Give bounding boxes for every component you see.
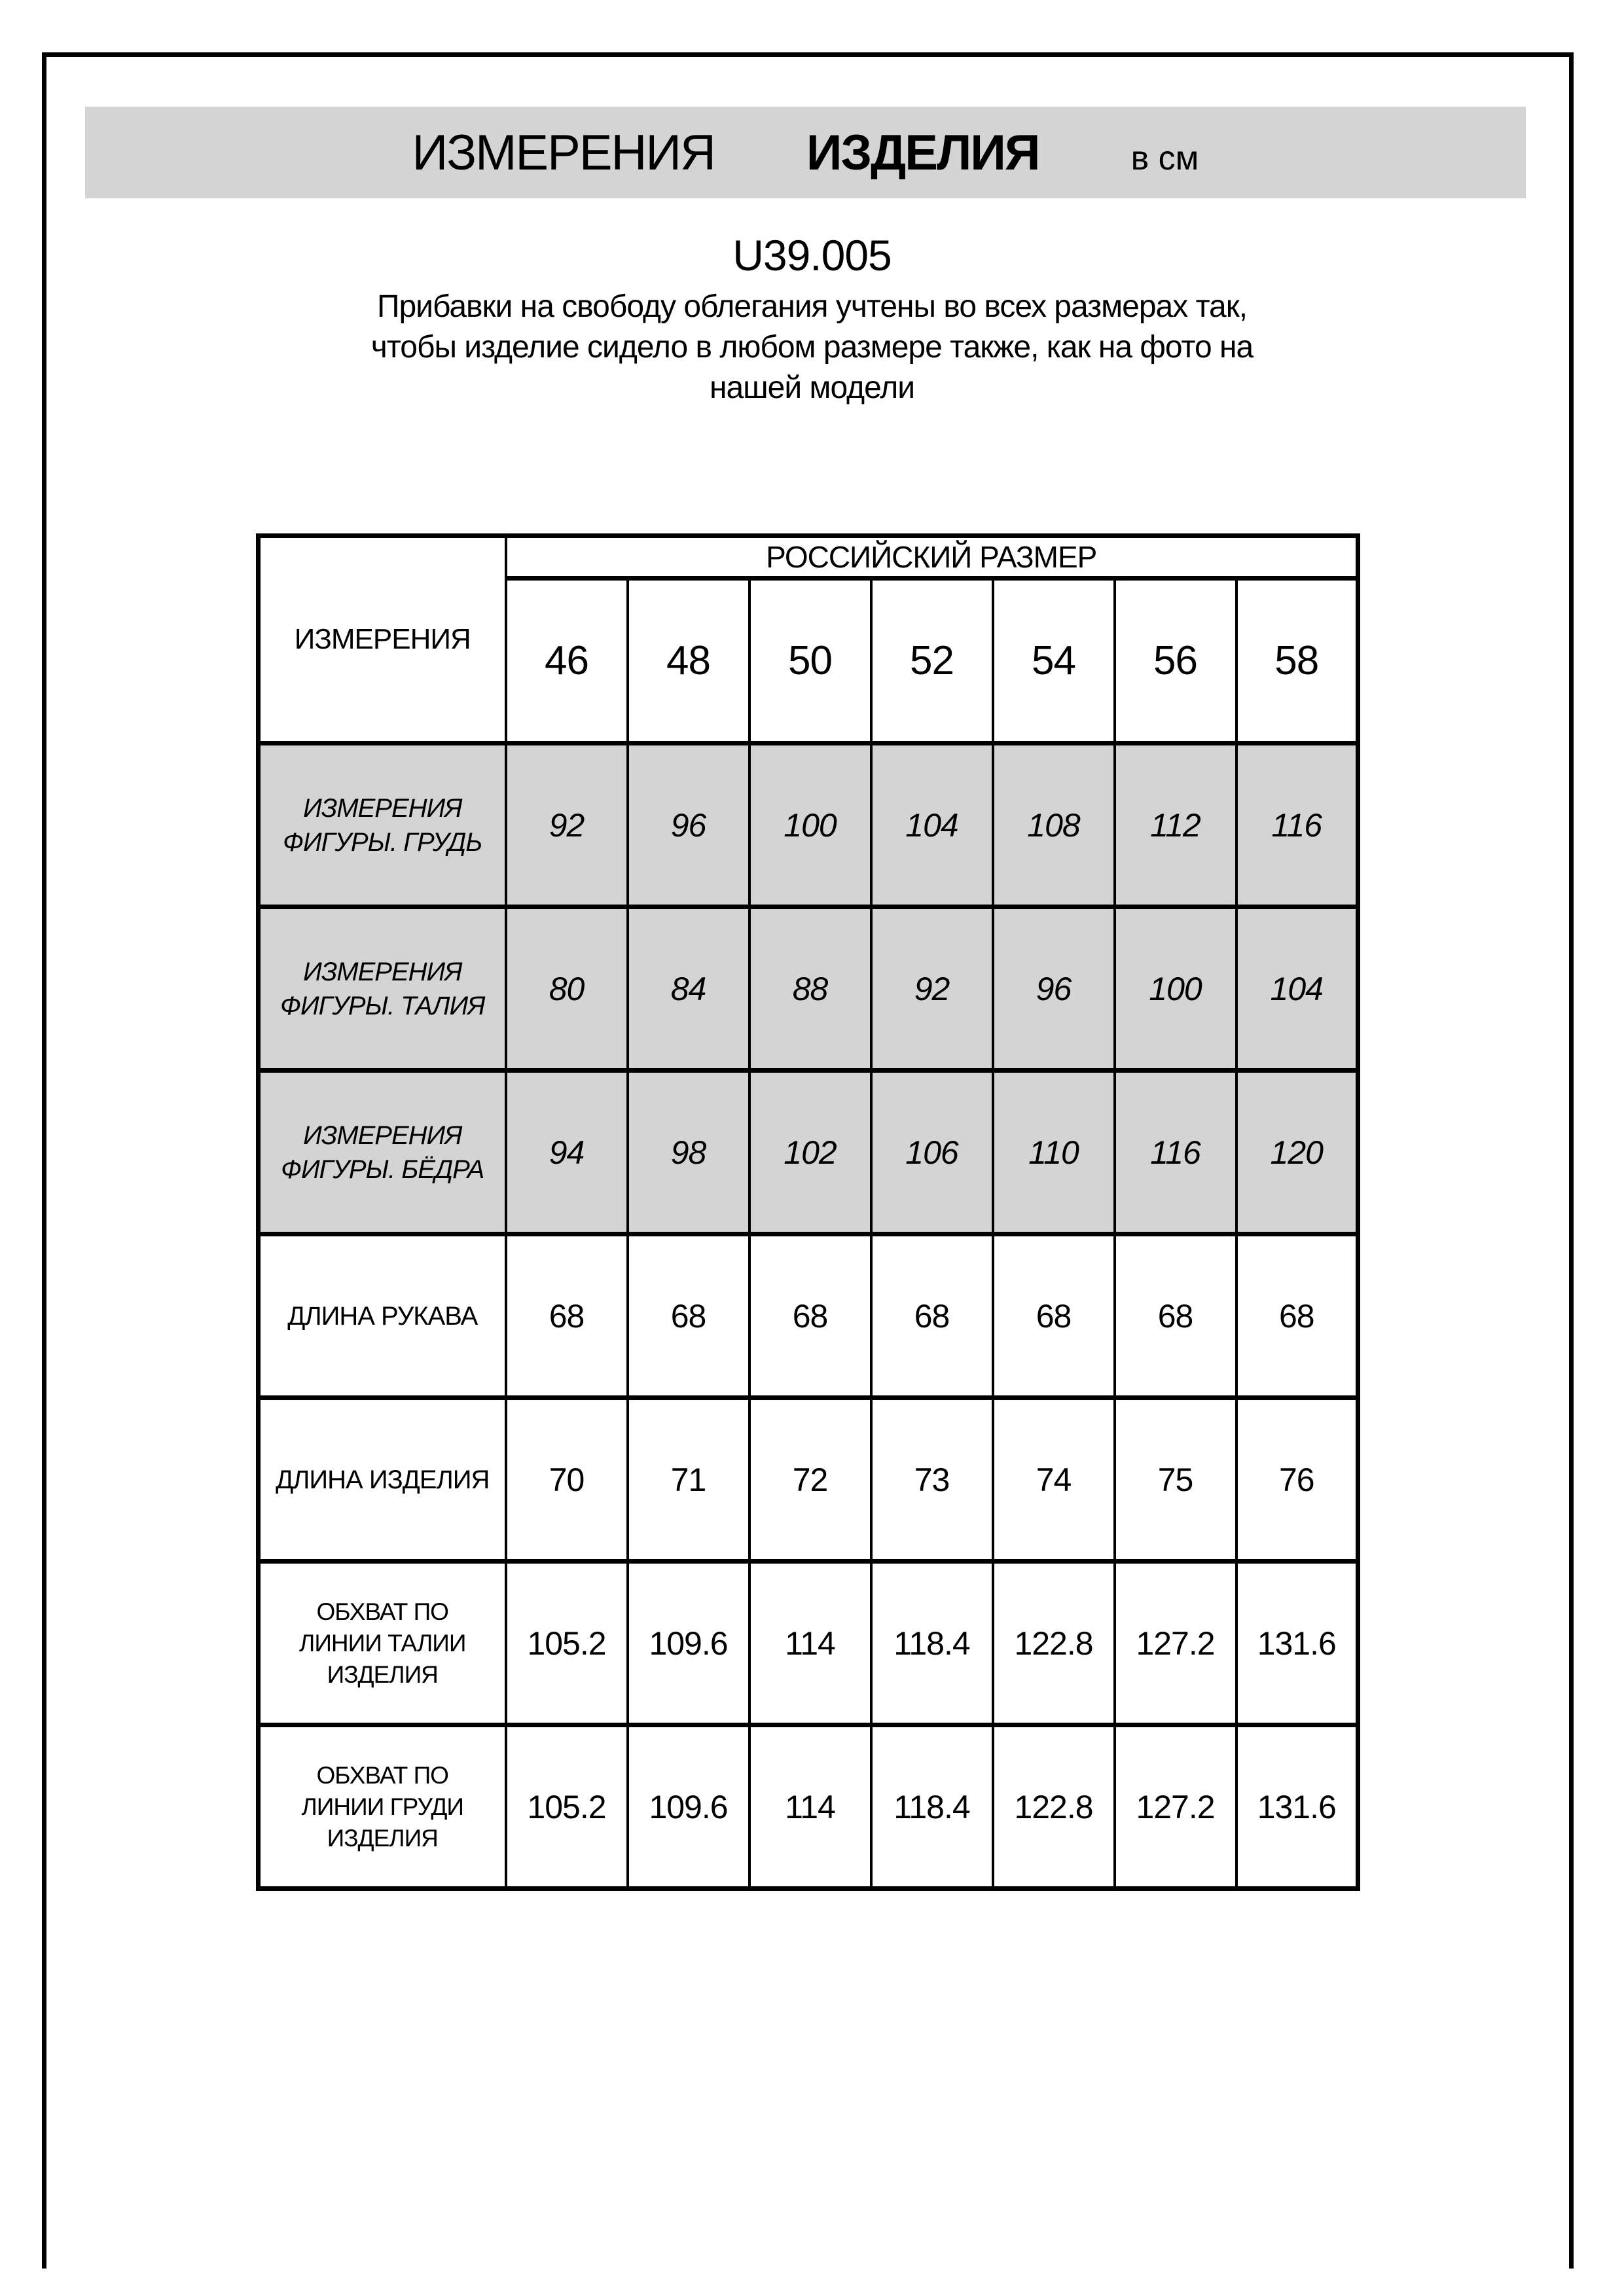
cell-value: 104 bbox=[1236, 907, 1358, 1071]
cell-value: 100 bbox=[749, 744, 871, 907]
cell-value: 131.6 bbox=[1236, 1562, 1358, 1725]
cell-value: 122.8 bbox=[993, 1725, 1115, 1889]
table-row-size-group bbox=[259, 536, 1358, 579]
row-label-line: ФИГУРЫ. БЁДРА bbox=[281, 1155, 484, 1184]
cell-value: 68 bbox=[506, 1234, 628, 1398]
cell-value: 110 bbox=[993, 1071, 1115, 1234]
size-col-52: 52 bbox=[871, 579, 993, 744]
row-label-line: ДЛИНА РУКАВА bbox=[287, 1301, 478, 1331]
row-label-body-hips bbox=[259, 1071, 506, 1234]
title-word-product: ИЗДЕЛИЯ bbox=[806, 124, 1039, 181]
row-label-line: ОБХВАТ ПО bbox=[316, 1761, 448, 1789]
row-label-line: ИЗМЕРЕНИЯ bbox=[303, 1121, 462, 1150]
row-label-garment-chest-girth bbox=[259, 1725, 506, 1889]
cell-value: 118.4 bbox=[871, 1562, 993, 1725]
style-code: U39.005 bbox=[732, 231, 892, 279]
title-banner-text bbox=[412, 124, 1199, 181]
cell-value: 84 bbox=[628, 907, 749, 1071]
cell-value: 108 bbox=[993, 744, 1115, 907]
cell-value: 70 bbox=[506, 1398, 628, 1562]
cell-value: 104 bbox=[871, 744, 993, 907]
row-label-body-waist bbox=[259, 907, 506, 1071]
cell-value: 92 bbox=[506, 744, 628, 907]
cell-value: 106 bbox=[871, 1071, 993, 1234]
corner-label-measurements: ИЗМЕРЕНИЯ bbox=[259, 536, 506, 744]
cell-value: 75 bbox=[1115, 1398, 1236, 1562]
cell-value: 98 bbox=[628, 1071, 749, 1234]
cell-value: 92 bbox=[871, 907, 993, 1071]
row-label-line: ИЗМЕРЕНИЯ bbox=[303, 793, 462, 823]
row-label-line: ИЗДЕЛИЯ bbox=[327, 1660, 438, 1688]
size-table bbox=[256, 533, 1360, 1891]
row-label-line: ЛИНИИ ТАЛИИ bbox=[299, 1629, 466, 1657]
row-label-sleeve-length bbox=[259, 1234, 506, 1398]
row-label-garment-length bbox=[259, 1398, 506, 1562]
row-label-line: ИЗДЕЛИЯ bbox=[327, 1824, 438, 1852]
cell-value: 80 bbox=[506, 907, 628, 1071]
cell-value: 68 bbox=[1236, 1234, 1358, 1398]
cell-value: 68 bbox=[1115, 1234, 1236, 1398]
cell-value: 71 bbox=[628, 1398, 749, 1562]
row-label-body-chest bbox=[259, 744, 506, 907]
cell-value: 105.2 bbox=[506, 1725, 628, 1889]
cell-value: 116 bbox=[1115, 1071, 1236, 1234]
cell-value: 68 bbox=[871, 1234, 993, 1398]
cell-value: 127.2 bbox=[1115, 1725, 1236, 1889]
cell-value: 116 bbox=[1236, 744, 1358, 907]
row-label-line: ОБХВАТ ПО bbox=[316, 1598, 448, 1625]
fit-note bbox=[0, 287, 1624, 408]
cell-value: 102 bbox=[749, 1071, 871, 1234]
cell-value: 88 bbox=[749, 907, 871, 1071]
cell-value: 131.6 bbox=[1236, 1725, 1358, 1889]
cell-value: 120 bbox=[1236, 1071, 1358, 1234]
table-row-garment-length bbox=[259, 1398, 1358, 1562]
row-label-line: ФИГУРЫ. ТАЛИЯ bbox=[280, 991, 485, 1020]
cell-value: 112 bbox=[1115, 744, 1236, 907]
size-col-58: 58 bbox=[1236, 579, 1358, 744]
cell-value: 122.8 bbox=[993, 1562, 1115, 1725]
row-label-line: ИЗМЕРЕНИЯ bbox=[303, 957, 462, 986]
size-col-54: 54 bbox=[993, 579, 1115, 744]
cell-value: 100 bbox=[1115, 907, 1236, 1071]
table-row-body-chest bbox=[259, 744, 1358, 907]
size-col-50: 50 bbox=[749, 579, 871, 744]
cell-value: 72 bbox=[749, 1398, 871, 1562]
cell-value: 114 bbox=[749, 1562, 871, 1725]
size-col-56: 56 bbox=[1115, 579, 1236, 744]
cell-value: 96 bbox=[628, 744, 749, 907]
cell-value: 109.6 bbox=[628, 1562, 749, 1725]
row-label-line: ЛИНИИ ГРУДИ bbox=[301, 1793, 463, 1820]
table-row-body-hips bbox=[259, 1071, 1358, 1234]
size-col-46: 46 bbox=[506, 579, 628, 744]
row-label-line: ФИГУРЫ. ГРУДЬ bbox=[283, 827, 482, 857]
cell-value: 114 bbox=[749, 1725, 871, 1889]
fit-note-line-1: Прибавки на свободу облегания учтены во всех размерах так, bbox=[376, 289, 1248, 324]
table-row-sleeve-length bbox=[259, 1234, 1358, 1398]
cell-value: 68 bbox=[749, 1234, 871, 1398]
size-col-48: 48 bbox=[628, 579, 749, 744]
row-label-garment-waist-girth bbox=[259, 1562, 506, 1725]
cell-value: 74 bbox=[993, 1398, 1115, 1562]
title-word-measurements: ИЗМЕРЕНИЯ bbox=[412, 124, 715, 181]
cell-value: 73 bbox=[871, 1398, 993, 1562]
title-units-cm: в см bbox=[1130, 139, 1199, 177]
cell-value: 68 bbox=[628, 1234, 749, 1398]
cell-value: 105.2 bbox=[506, 1562, 628, 1725]
title-banner bbox=[85, 107, 1526, 198]
row-label-line: ДЛИНА ИЗДЕЛИЯ bbox=[276, 1465, 490, 1494]
cell-value: 118.4 bbox=[871, 1725, 993, 1889]
cell-value: 96 bbox=[993, 907, 1115, 1071]
table-row-garment-waist-girth bbox=[259, 1562, 1358, 1725]
table-row-garment-chest-girth bbox=[259, 1725, 1358, 1889]
fit-note-line-2: чтобы изделие сидело в любом размере также, как на фото на bbox=[370, 330, 1254, 365]
fit-note-line-3: нашей модели bbox=[709, 370, 915, 405]
cell-value: 127.2 bbox=[1115, 1562, 1236, 1725]
cell-value: 68 bbox=[993, 1234, 1115, 1398]
table-row-body-waist bbox=[259, 907, 1358, 1071]
cell-value: 94 bbox=[506, 1071, 628, 1234]
russian-size-header: РОССИЙСКИЙ РАЗМЕР bbox=[506, 536, 1358, 579]
cell-value: 109.6 bbox=[628, 1725, 749, 1889]
cell-value: 76 bbox=[1236, 1398, 1358, 1562]
